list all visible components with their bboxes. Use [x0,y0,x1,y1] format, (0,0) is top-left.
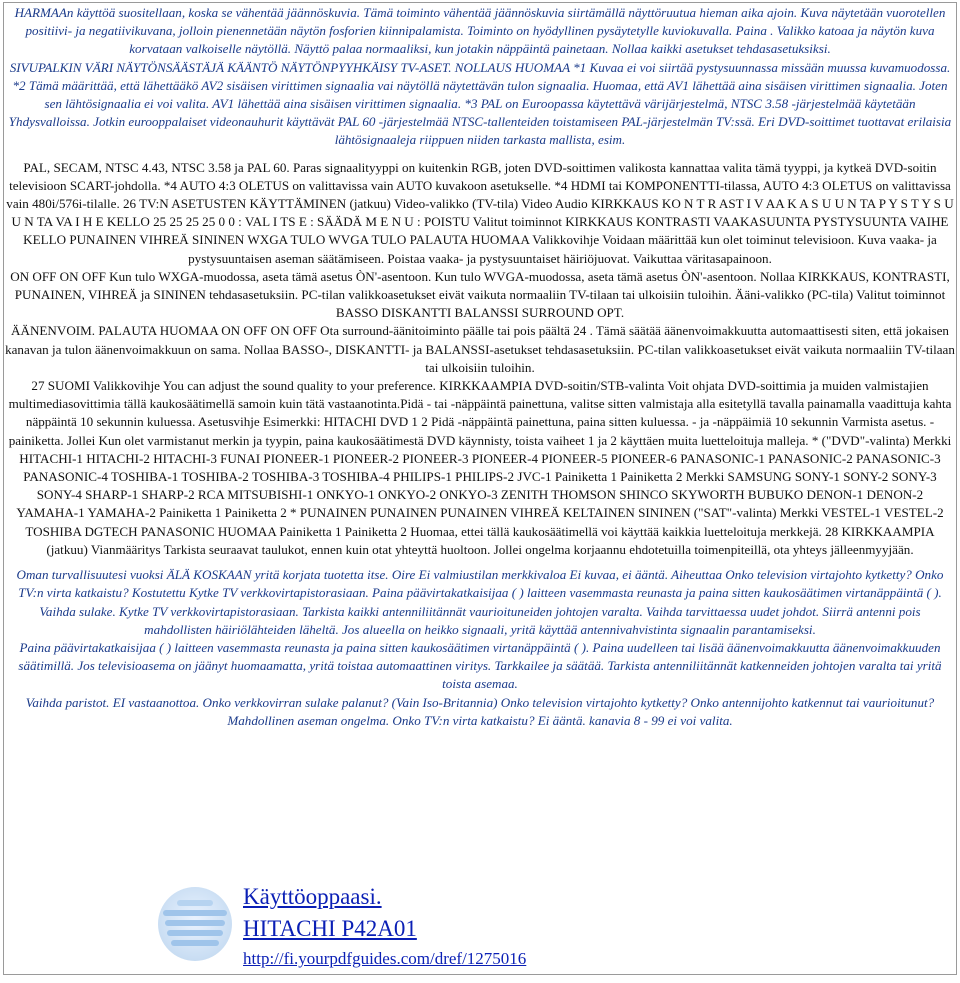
footer [155,884,755,974]
spacer [5,150,955,159]
pdf-guide-logo-icon [155,884,235,964]
paragraph-3: PAL, SECAM, NTSC 4.43, NTSC 3.58 ja PAL 60. Paras signaalityyppi on kuitenkin RGB, joten DVD-soittimen valikosta kannattaa valita tämä tyyppi, ja kytkeä DVD-soitin televisioon SCART-johdolla. *4 AUTO 4:3 OLETUS on valittavissa vain AUTO kuvakoon asetukselle. *4 HDMI tai KOMPONENTTI-tilassa, AUTO 4:3 OLETUS on valittavissa vain 480i/576i-tilalle. 26 TV:N ASETUSTEN KÄYTTÄMINEN (jatkuu) Video-valikko (TV-tila) Video Audio KIRKKAUS KO N T R AST I V AA K A S U U N TA P Y S T Y S U U N TA VA I H E KELLO 25 25 25 25 0 0 : VAL I TS E : SÄÄDÄ M E N U : POISTU Valitut toiminnot KIRKKAUS KONTRASTI VAAKASUUNTA PYSTYSUUNTA VAIHE KELLO PUNAINEN VIHREÄ SININEN WXGA TULO WVGA TULO PALAUTA HUOMAA Valikkovihje Voidaan määrittää kun olet toiminut televisioon. Kuva vaaka- ja pystysuuntaisen aseman säätämiseen. Poistaa vaaka- ja pystysuuntaiset häiriöjuovat. Vaikuttaa väritasapainoon. [6,159,954,266]
paragraph-8: Paina päävirtakatkaisijaa ( ) laitteen vasemmasta reunasta ja paina sitten kaukosäätimen virtanäppäintä ( ). Paina uudelleen tai lisää äänenvoimakkuutta äänenvoimakkuuden säätimillä. Jos televisioasema on jäänyt huomaamatta, yritä toistaa automaattinen viritys. Tarkkailee ja säätää. Tarkista antenniliitännät katkenneiden johtojen varalta tai yritä toista asemaa. [18,639,942,692]
paragraph-5: ÄÄNENVOIM. PALAUTA HUOMAA ON OFF ON OFF Ota surround-äänitoiminto päälle tai pois päältä 24 . Tämä säätää äänenvoimakkuutta automaattisesti siten, että jokaisen kanavan ja tulon äänenvoimakkuun on sama. Nollaa BASSO-, DISKANTTI- ja BALANSSI-asetukset tehdasasetuksiin. PC-tilan valikkoasetukset eivät vaikuta normaaliin TV-tilaan tai ulkoisiin tuloihin. [5,323,955,375]
paragraph-7: Oman turvallisuutesi vuoksi ÄLÄ KOSKAAN yritä korjata tuotetta itse. Oire Ei valmiustilan merkkivaloa Ei kuvaa, ei ääntä. Aiheuttaa Onko television virtajohto kytketty? Onko TV:n virta katkaistu? Kostutettu Kytke TV verkkovirtapistorasiaan. Paina päävirtakatkaisijaa ( ) laitteen vasemmasta reunasta ja paina sitten kaukosäätimen virtanäppäintä ( ). Vaihda sulake. Kytke TV verkkovirtapistorasiaan. Tarkista kaikki antenniliitännät vaurioituneiden johtojen varalta. Vaihda tarvittaessa uudet johdot. Siirrä antenni pois mahdollisten häiriölähteiden läheltä. Jos alueella on heikko signaali, yritä käyttää antennivahvistinta signaalin parantamiseksi. [16,567,944,637]
paragraph-1: HARMAAn käyttöä suositellaan, koska se vähentää jäännöskuvia. Tämä toiminto vähentää jäännöskuvia siirtämällä näyttöruutua hieman aika ajoin. Kuva näytetään vuorotellen positiivi- ja negatiivikuvana, jolloin pienennetään näytön fosforien kiinnipalamista. Toiminto on hyödyllinen pysäytetylle kuviokuvalla. Paina . Valikko katoaa ja näytön kuva korvataan valkoiselle näytöllä. Näyttö palaa normaaliksi, kun jotakin näppäintä painetaan. Nollaa kaikki asetukset tehdasasetuksiksi. [14,5,946,57]
document-body [5,4,955,730]
model-link[interactable]: HITACHI P42A01 [243,916,417,941]
paragraph-2: SIVUPALKIN VÄRI NÄYTÖNSÄÄSTÄJÄ KÄÄNTÖ NÄYTÖNPYYHKÄISY TV-ASET. NOLLAUS HUOMAA *1 Kuvaa ei voi siirtää pystysuunnassa missään muussa kuvamuodossa. *2 Tämä määrittää, että lähettääkö AV2 sisäisen virittimen signaalia vai näytöllä näytettävän tulon signaalia. Huomaa, että AV1 lähettää aina sisäisen virittimen signaalia. Joten sen lähtösignaalia ei voi valita. AV1 lähettää aina sisäisen virittimen signaalia. *3 PAL on Euroopassa käytettävä värijärjestelmä, NTSC 3.58 -järjestelmää käytetään Yhdysvalloissa. Jotkin eurooppalaiset videonauhurit käyttävät PAL 60 -järjestelmää NTSC-tallenteiden toistamiseen PAL-järjestelmän TV:ssä. Eri DVD-soittimet tuottavat erilaisia lähtösignaaleja riippuen niiden tarkasta mallista, esim. [8,59,952,148]
paragraph-4: ON OFF ON OFF Kun tulo WXGA-muodossa, aseta tämä asetus ÒN'-asentoon. Kun tulo WVGA-muodossa, aseta tämä asetus ÒN'-asentoon. Nollaa KIRKKAUS, KONTRASTI, PUNAINEN, VIHREÄ ja SININEN tehdasasetuksiin. PC-tilan valikkoasetukset eivät vaikuta normaaliin TV-tilaan tai ulkoisiin tuloihin. Ääni-valikko (PC-tila) Valitut toiminnot BASSO DISKANTTI BALANSSI SURROUND OPT. [10,268,950,321]
paragraph-6: 27 SUOMI Valikkovihje You can adjust the sound quality to your preference. KIRKKAAMPIA DVD-soitin/STB-valinta Voit ohjata DVD-soittimia ja muiden valmistajien multimediasovittimia tällä kaukosäätimellä samoin kuin tätä vastaanotinta.Pidä - tai -näppäintä painettuna, valitse sitten valmistaja alla esitetyllä tavalla painamalla vaadittuja kahta näppäintä 10 sekunnin kuluessa. Asetusvihje Esimerkki: HITACHI DVD 1 2 Pidä -näppäintä painettuna, paina sitten kuluessa. - ja -näppäimiä 10 sekunnin Varmista asetus. -painiketta. Jollei Kun olet varmistanut merkin ja tyypin, paina kaukosäätimestä DVD käynnisty, toista vaiheet 1 ja 2 käyttäen muita luetteloituja malleja. * ("DVD"-valinta) Merkki HITACHI-1 HITACHI-2 HITACHI-3 FUNAI PIONEER-1 PIONEER-2 PIONEER-3 PIONEER-4 PIONEER-5 PIONEER-6 PANASONIC-1 PANASONIC-2 PANASONIC-3 PANASONIC-4 TOSHIBA-1 TOSHIBA-2 TOSHIBA-3 TOSHIBA-4 PHILIPS-1 PHILIPS-2 JVC-1 Painiketta 1 Painiketta 2 Merkki SAMSUNG SONY-1 SONY-2 SONY-3 SONY-4 SHARP-1 SHARP-2 RCA MITSUBISHI-1 ONKYO-1 ONKYO-2 ONKYO-3 ZENITH THOMSON SHINCO SKYWORTH BUBUKO DENON-1 DENON-2 YAMAHA-1 YAMAHA-2 Painiketta 1 Painiketta 2 * PUNAINEN PUNAINEN PUNAINEN VIHREÄ KELTAINEN SININEN ("SAT"-valinta) Merkki VESTEL-1 VESTEL-2 TOSHIBA DGTECH PANASONIC HUOMAA Painiketta 1 Painiketta 2 Huomaa, ettei tällä kaukosäätimellä voi käyttää kaikkia luetteloituja merkkejä. 28 KIRKKAAMPIA (jatkuu) Vianmääritys Tarkista seuraavat taulukot, ennen kuin otat yhteyttä huoltoon. Jollei ongelma korjaannu ehdotetuilla toimenpiteillä, ota yhteys jälleenmyyjään. [8,378,952,557]
url-link[interactable]: http://fi.yourpdfguides.com/dref/1275016 [243,949,527,968]
spacer [5,559,955,566]
footer-links [243,884,526,970]
paragraph-9: Vaihda paristot. EI vastaanottoa. Onko verkkovirran sulake palanut? (Vain Iso-Britannia) Onko television virtajohto kytketty? Onko antennijohto katkennut tai vaurioitunut? Mahdollinen aseman ongelma. Onko TV:n virta katkaistu? Ei ääntä. kanavia 8 - 99 ei voi valita. [25,694,935,728]
manual-link[interactable]: Käyttöoppaasi. [243,884,382,909]
